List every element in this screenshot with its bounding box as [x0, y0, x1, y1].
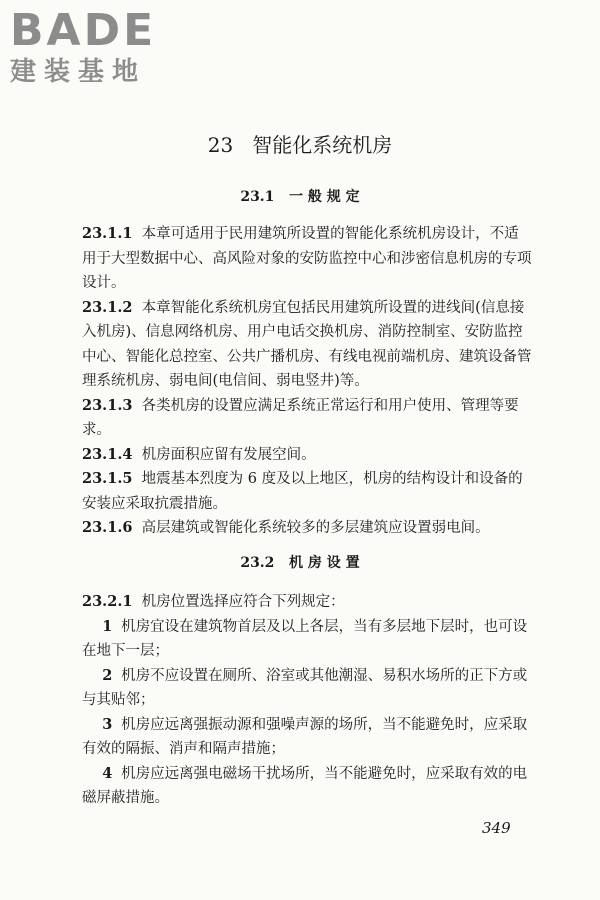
clause-23-1-6 — [82, 516, 532, 541]
clause-23-1-2 — [82, 296, 532, 394]
clause-number: 23.1.6 — [82, 519, 133, 536]
list-item — [82, 713, 532, 762]
item-number: 3 — [102, 715, 113, 733]
item-text: 机房应远离强振动源和强噪声源的场所，当不能避免时，应采取有效的隔振、消声和隔声措施； — [82, 716, 528, 757]
clause-23-1-5 — [82, 467, 532, 516]
list-item — [82, 615, 532, 664]
clause-text: 机房位置选择应符合下列规定： — [141, 594, 345, 610]
watermark-subtitle: 建装基地 — [10, 57, 147, 87]
item-text: 机房不应设置在厕所、浴室或其他潮湿、易积水场所的正下方或与其贴邻； — [82, 667, 528, 708]
clause-23-2-1 — [82, 590, 532, 615]
item-number: 1 — [102, 617, 113, 635]
section-title-23-2: 23.2 机 房 设 置 — [240, 555, 360, 571]
section-body-23-1 — [82, 222, 532, 541]
clause-text: 本章可适用于民用建筑所设置的智能化系统机房设计，不适用于大型数据中心、高风险对象的安防监控中心和涉密信息机房的专项设计。 — [82, 226, 532, 291]
clause-23-1-4 — [82, 443, 532, 468]
list-item — [82, 664, 532, 713]
list-item — [82, 762, 532, 811]
section-title-23-1: 23.1 一 般 规 定 — [240, 189, 360, 205]
clause-number: 23.1.4 — [82, 445, 133, 463]
page-number: 349 — [482, 819, 511, 837]
item-number: 2 — [102, 666, 113, 684]
chapter-title: 23 智能化系统机房 — [207, 133, 393, 157]
clause-23-1-1 — [82, 222, 532, 296]
section-body-23-2 — [82, 590, 532, 811]
clause-text: 机房面积应留有发展空间。 — [141, 446, 316, 463]
clause-number: 23.1.2 — [82, 298, 133, 316]
item-number: 4 — [102, 764, 113, 782]
clause-23-1-3 — [82, 394, 532, 443]
watermark-logo — [10, 6, 180, 88]
item-text: 机房应远离强电磁场干扰场所，当不能避免时，应采取有效的电磁屏蔽措施。 — [82, 765, 528, 806]
item-text: 机房宜设在建筑物首层及以上各层，当有多层地下层时，也可设在地下一层； — [82, 618, 528, 659]
clause-number: 23.1.5 — [82, 470, 133, 487]
clause-number: 23.2.1 — [82, 593, 133, 610]
clause-text: 本章智能化系统机房宜包括民用建筑所设置的进线间(信息接入机房)、信息网络机房、用户电话交换机房、消防控制室、安防监控中心、智能化总控室、公共广播机房、有线电视前端机房、建筑设备管理系统机房、弱电间(电信间、弱电竖井)等。 — [82, 299, 532, 389]
clause-number: 23.1.3 — [82, 396, 133, 414]
watermark-brand: BADE — [10, 5, 157, 56]
clause-text: 高层建筑或智能化系统较多的多层建筑应设置弱电间。 — [141, 520, 490, 536]
clause-text: 各类机房的设置应满足系统正常运行和用户使用、管理等要求。 — [82, 397, 519, 438]
clause-number: 23.1.1 — [82, 225, 133, 242]
clause-text: 地震基本烈度为 6 度及以上地区，机房的结构设计和设备的安装应采取抗震措施。 — [82, 471, 523, 512]
